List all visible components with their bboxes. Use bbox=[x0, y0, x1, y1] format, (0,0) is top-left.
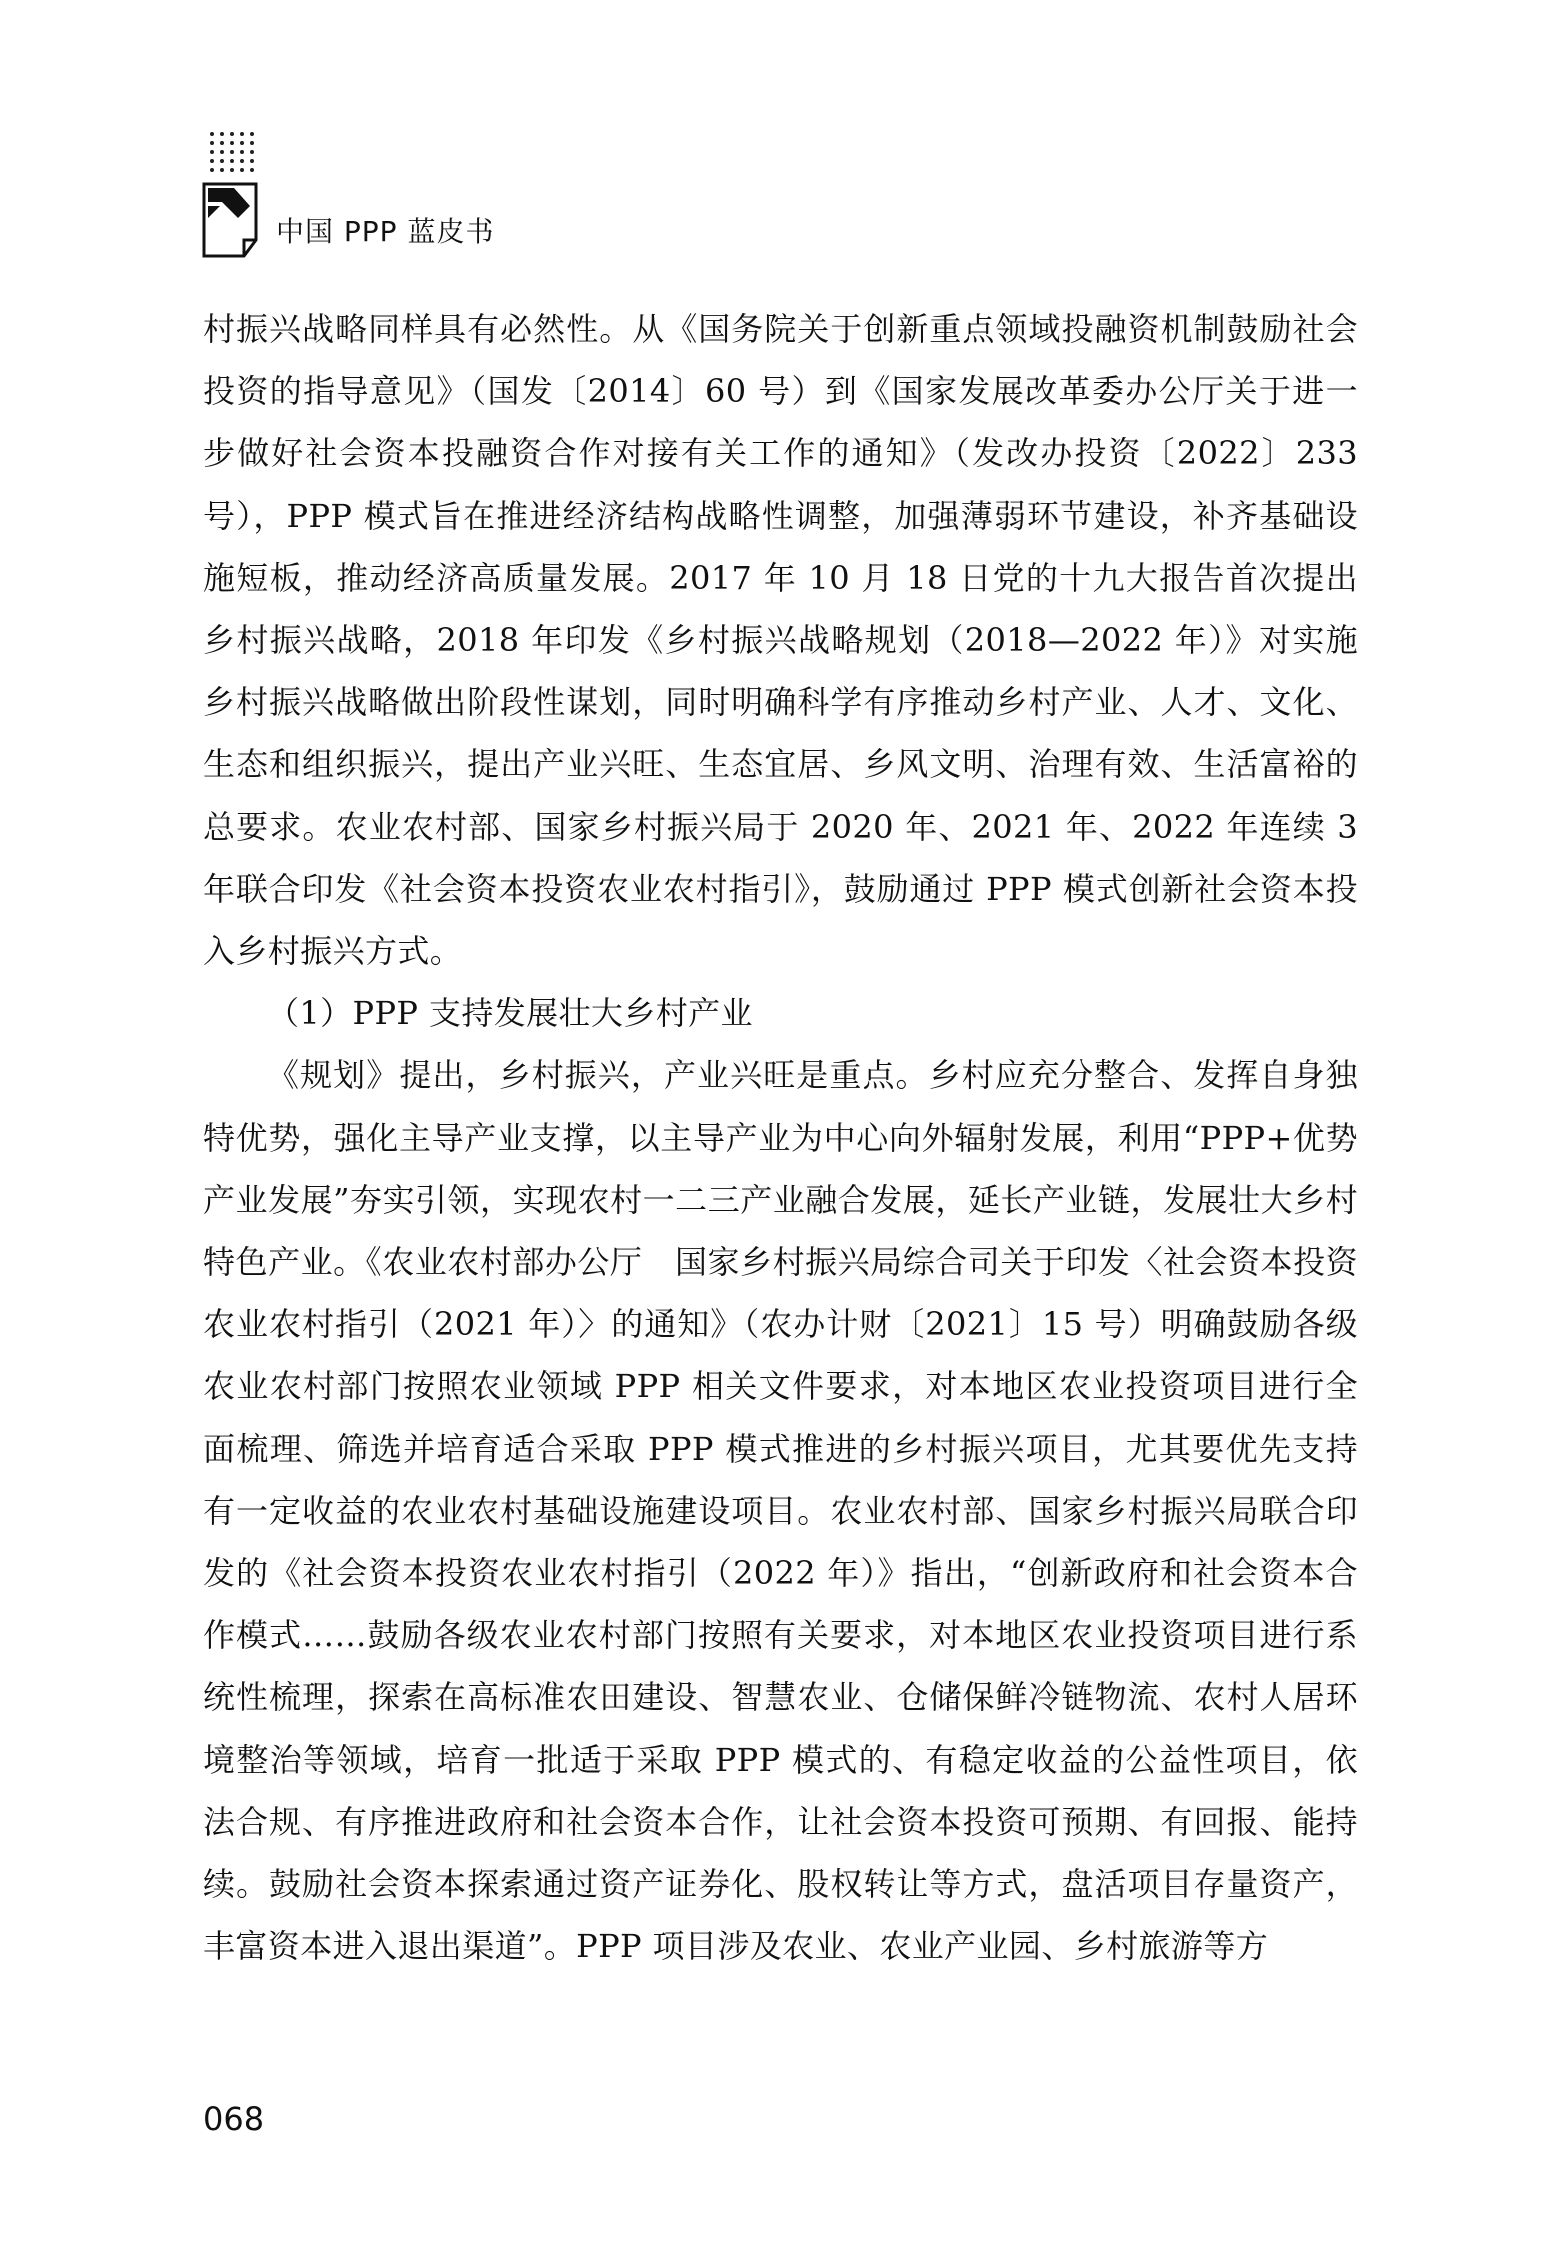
page-header bbox=[200, 128, 600, 268]
section-subheading: （1）PPP 支持发展壮大乡村产业 bbox=[267, 994, 753, 1033]
page-number: 068 bbox=[203, 2100, 265, 2138]
book-title: 中国 PPP 蓝皮书 bbox=[276, 215, 495, 248]
corner-fold-book-icon bbox=[200, 180, 264, 260]
paragraph-2: 《规划》提出，乡村振兴，产业兴旺是重点。乡村应充分整合、发挥自身独特优势，强化主导产业支撑，以主导产业为中心向外辐射发展，利用“PPP+优势产业发展”夯实引领，实现农村一二三产业融合发展，延长产业链，发展壮大乡村特色产业。《农业农村部办公厅 国家乡村振兴局综合司关于印发〈社会资本投资农业农村指引（2021 年）〉的通知》（农办计财〔2021〕15 号）明确鼓励各级农业农村部门按照农业领域 PPP 相关文件要求，对本地区农业投资项目进行全面梳理、筛选并培育适合采取 PPP 模式推进的乡村振兴项目，尤其要优先支持有一定收益的农业农村基础设施建设项目。农业农村部、国家乡村振兴局联合印发的《社会资本投资农业农村指引（2022 年）》指出，“创新政府和社会资本合作模式……鼓励各级农业农村部门按照有关要求，对本地区农业投资项目进行系统性梳理，探索在高标准农田建设、智慧农业、仓储保鲜冷链物流、农村人居环境整治等领域，培育一批适于采取 PPP 模式的、有稳定收益的公益性项目，依法合规、有序推进政府和社会资本合作，让社会资本投资可预期、有回报、能持续。鼓励社会资本探索通过资产证券化、股权转让等方式，盘活项目存量资产，丰富资本进入退出渠道”。PPP 项目涉及农业、农业产业园、乡村旅游等方 bbox=[203, 1056, 1358, 1966]
body-text bbox=[203, 298, 1358, 1977]
paragraph-1: 村振兴战略同样具有必然性。从《国务院关于创新重点领域投融资机制鼓励社会投资的指导意见》（国发〔2014〕60 号）到《国家发展改革委办公厅关于进一步做好社会资本投融资合作对接有关工作的通知》（发改办投资〔2022〕233 号），PPP 模式旨在推进经济结构战略性调整，加强薄弱环节建设，补齐基础设施短板，推动经济高质量发展。2017 年 10 月 18 日党的十九大报告首次提出乡村振兴战略，2018 年印发《乡村振兴战略规划（2018—2022 年）》对实施乡村振兴战略做出阶段性谋划，同时明确科学有序推动乡村产业、人才、文化、生态和组织振兴，提出产业兴旺、生态宜居、乡风文明、治理有效、生活富裕的总要求。农业农村部、国家乡村振兴局于 2020 年、2021 年、2022 年连续 3 年联合印发《社会资本投资农业农村指引》，鼓励通过 PPP 模式创新社会资本投入乡村振兴方式。 bbox=[203, 310, 1358, 971]
dot-grid-icon bbox=[206, 128, 266, 178]
